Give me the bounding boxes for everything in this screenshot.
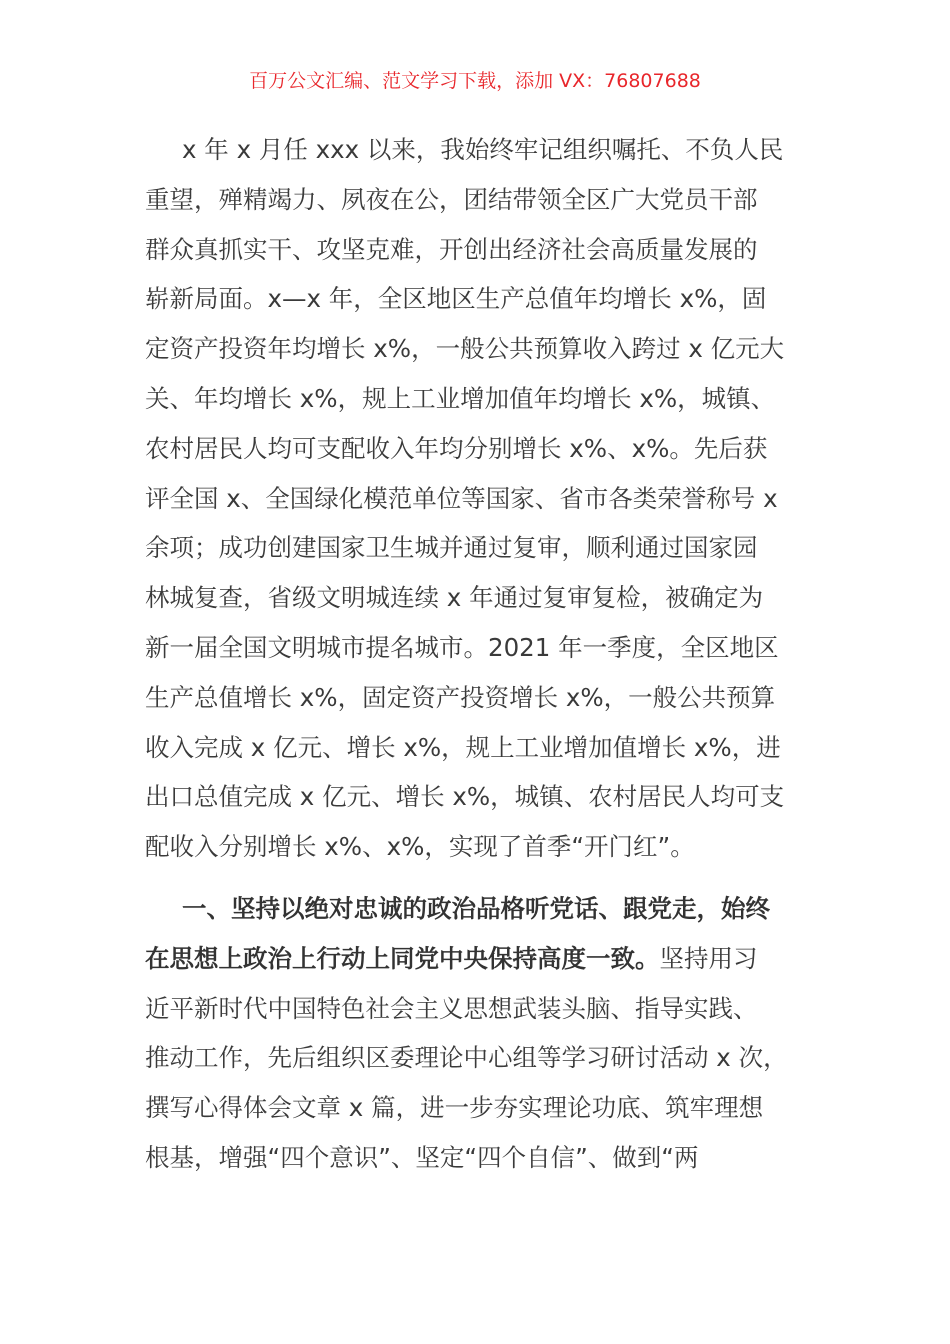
text-line: 重望，殚精竭力、夙夜在公，团结带领全区广大党员干部 — [145, 184, 758, 214]
watermark-header: 百万公文汇编、范文学习下载，添加 VX：76807688 — [249, 70, 701, 92]
text-line: 近平新时代中国特色社会主义思想武装头脑、指导实践、 — [145, 993, 758, 1023]
text-line: 余项；成功创建国家卫生城并通过复审，顺利通过国家园 — [145, 533, 758, 563]
text-line: 撰写心得体会文章 x 篇，进一步夯实理论功底、筑牢理想 — [145, 1093, 764, 1123]
text-line: 生产总值增长 x%，固定资产投资增长 x%，一般公共预算 — [145, 682, 776, 712]
text-line: 出口总值完成 x 亿元、增长 x%，城镇、农村居民人均可支 — [145, 782, 785, 812]
paragraph-intro — [145, 125, 835, 872]
text-line: 配收入分别增长 x%、x%，实现了首季“开门红”。 — [145, 832, 695, 862]
text-line: 新一届全国文明城市提名城市。2021 年一季度，全区地区 — [145, 632, 779, 662]
text-line: 群众真抓实干、攻坚克难，开创出经济社会高质量发展的 — [145, 234, 758, 264]
section-heading: 一、坚持以绝对忠诚的政治品格听党话、跟党走，始终 — [182, 894, 770, 923]
text-span: 坚持用习 — [659, 943, 758, 973]
text-line: 评全国 x、全国绿化模范单位等国家、省市各类荣誉称号 x — [145, 483, 778, 513]
text-line: 定资产投资年均增长 x%，一般公共预算收入跨过 x 亿元大 — [145, 334, 785, 364]
text-line: 根基，增强“四个意识”、坚定“四个自信”、做到“两 — [145, 1142, 699, 1172]
text-line: 推动工作，先后组织区委理论中心组等学习研讨活动 x 次， — [145, 1043, 788, 1073]
text-line — [145, 934, 835, 984]
text-line: x 年 x 月任 xxx 以来，我始终牢记组织嘱托、不负人民 — [182, 135, 784, 164]
text-line: 农村居民人均可支配收入年均分别增长 x%、x%。先后获 — [145, 433, 768, 463]
text-line: 崭新局面。x—x 年，全区地区生产总值年均增长 x%，固 — [145, 284, 767, 314]
text-line: 收入完成 x 亿元、增长 x%，规上工业增加值增长 x%，进 — [145, 732, 781, 762]
text-line: 林城复查，省级文明城连续 x 年通过复审复检，被确定为 — [145, 583, 764, 613]
text-line: 关、年均增长 x%，规上工业增加值年均增长 x%，城镇、 — [145, 383, 776, 413]
section-heading-continued: 在思想上政治上行动上同党中央保持高度一致。 — [145, 943, 660, 973]
paragraph-section-one — [145, 884, 835, 1183]
